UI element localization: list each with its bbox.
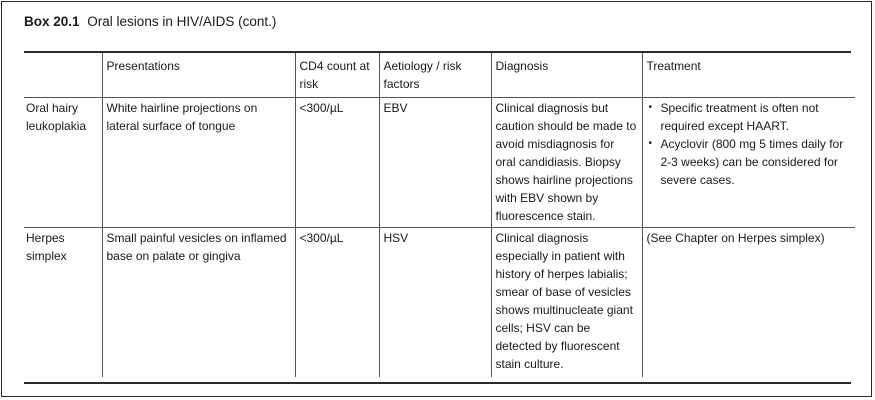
box-title-text: Oral lesions in HIV/AIDS (cont.) — [87, 14, 277, 29]
treatment-item: • Specific treatment is often not required except HAART. — [647, 99, 852, 135]
header-diagnosis: Diagnosis — [491, 53, 642, 98]
cd4-cell: <300/µL — [295, 98, 379, 228]
diagnosis-cell: Clinical diagnosis but caution should be made to avoid misdiagnosis for oral candidiasis. Biopsy shows hairline projections with EBV shown by fluorescence stain. — [491, 98, 642, 228]
treatment-item: • Acyclovir (800 mg 5 times daily for 2-3 weeks) can be considered for severe cases. — [647, 135, 852, 189]
header-lesion — [24, 53, 102, 98]
box-title — [24, 14, 276, 29]
treatment-list — [647, 99, 852, 189]
diagnosis-cell: Clinical diagnosis especially in patient with history of herpes labialis; smear of base of vesicles shows multinucleate giant cells; HSV can be detected by fluorescent stain culture. — [491, 228, 642, 378]
aetiology-cell: EBV — [379, 98, 491, 228]
header-cd4-count: CD4 count at risk — [295, 53, 379, 98]
box-20-1 — [1, 1, 872, 397]
presentation-cell: White hairline projections on lateral surface of tongue — [102, 98, 295, 228]
bottom-rule — [24, 382, 851, 384]
presentation-cell: Small painful vesicles on inflamed base on palate or gingiva — [102, 228, 295, 378]
cd4-cell: <300/µL — [295, 228, 379, 378]
lesion-name: Oral hairy leukoplakia — [24, 98, 102, 228]
treatment-cell: (See Chapter on Herpes simplex) — [642, 228, 855, 378]
oral-lesions-table — [24, 53, 855, 377]
lesion-name: Herpes simplex — [26, 231, 67, 263]
table-row — [24, 98, 855, 228]
treatment-cell — [642, 98, 855, 228]
header-treatment: Treatment — [642, 53, 855, 98]
aetiology-cell: HSV — [379, 228, 491, 378]
box-label: Box 20.1 — [24, 14, 80, 29]
table-header-row — [24, 53, 855, 98]
header-presentations: Presentations — [102, 53, 295, 98]
header-aetiology: Aetiology / risk factors — [379, 53, 491, 98]
table-row — [24, 228, 855, 378]
